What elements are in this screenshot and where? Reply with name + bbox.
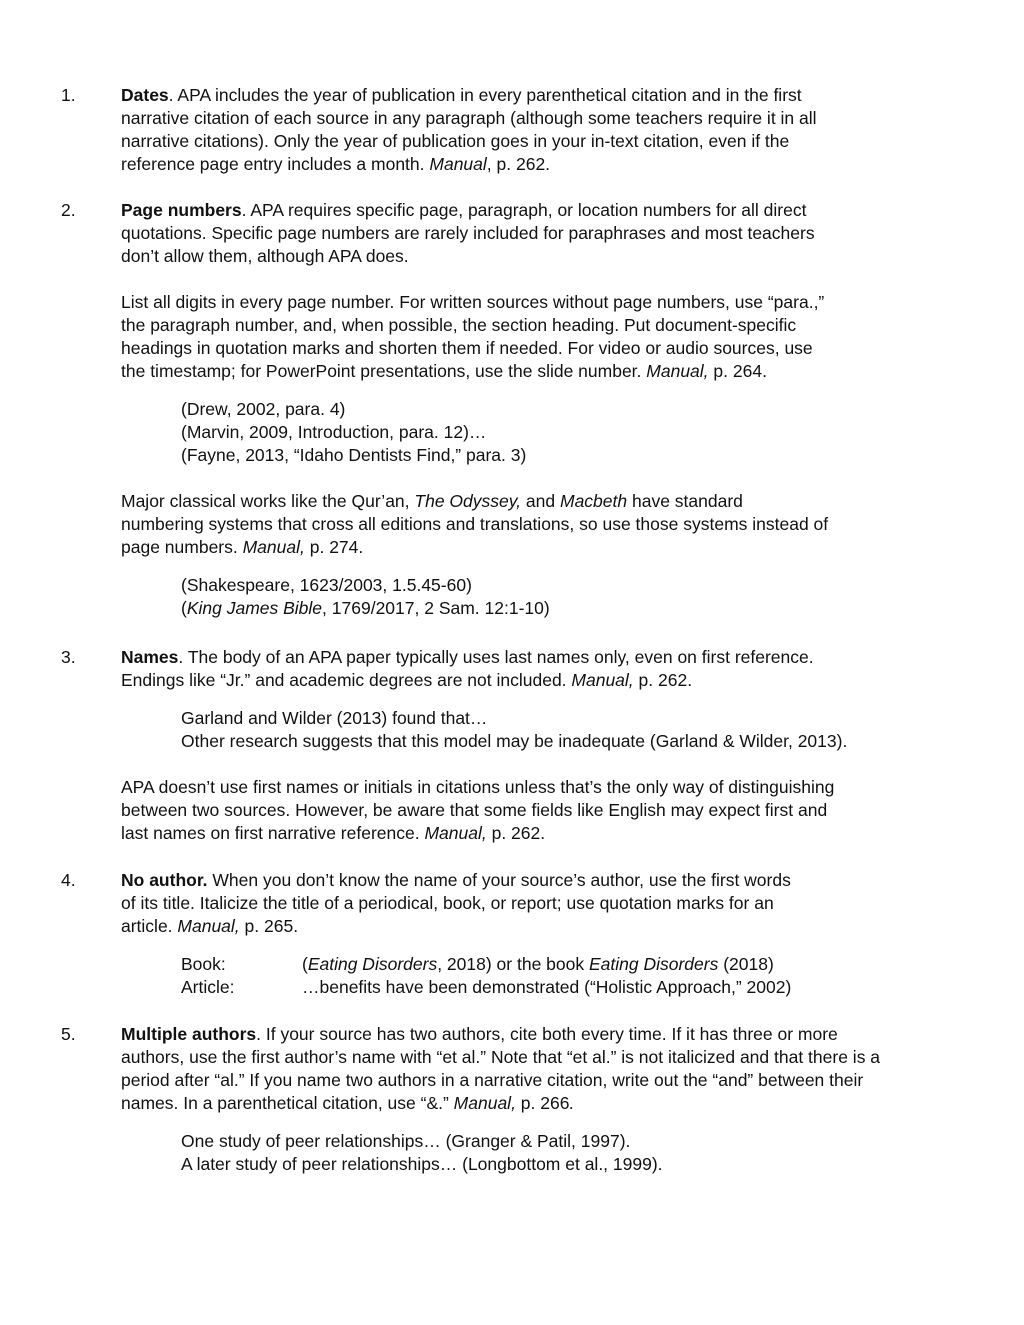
item-body	[121, 646, 1001, 845]
example-line: Other research suggests that this model may be inadequate (Garland & Wilder, 2013).	[181, 731, 848, 751]
item-term: Multiple authors	[121, 1024, 257, 1044]
example-block	[181, 398, 1001, 467]
item-term: No author.	[121, 870, 208, 890]
item-number: 4.	[61, 870, 76, 890]
paragraph: Dates. APA includes the year of publication in every parenthetical citation and in the first narrative citation of each source in any paragraph (although some teachers require it in all narrative citations). Only the year of publication goes in your in-text citation, even if the reference page entry includes a month. Manual, p. 262.	[121, 85, 817, 174]
example-block	[181, 953, 1001, 999]
manual-citation: Manual	[429, 154, 487, 174]
example-line: (King James Bible, 1769/2017, 2 Sam. 12:1-10)	[181, 598, 550, 618]
item-number: 1.	[61, 85, 76, 105]
example-line-article: Article: …benefits have been demonstrated (“Holistic Approach,” 2002)	[181, 977, 792, 997]
paragraph: APA doesn’t use first names or initials in citations unless that’s the only way of distinguishing between two sources. However, be aware that some fields like English may expect first and last names on first narrative reference. Manual, p. 262.	[121, 777, 835, 843]
example-line-book: Book: (Eating Disorders, 2018) or the book Eating Disorders (2018)	[181, 954, 774, 974]
item-number: 5.	[61, 1024, 76, 1044]
manual-citation: Manual,	[571, 670, 634, 690]
example-line: A later study of peer relationships… (Longbottom et al., 1999).	[181, 1154, 663, 1174]
example-label: Article:	[181, 977, 235, 997]
paragraph: Page numbers. APA requires specific page, paragraph, or location numbers for all direct quotations. Specific page numbers are rarely included for paraphrases and most teachers don’t allow them, although APA does.	[121, 200, 815, 266]
example-line: Garland and Wilder (2013) found that…	[181, 708, 488, 728]
item-number: 3.	[61, 647, 76, 667]
manual-citation: Manual,	[453, 1093, 516, 1113]
example-line: (Drew, 2002, para. 4)	[181, 399, 346, 419]
example-block	[181, 574, 1001, 620]
example-block	[181, 707, 1001, 753]
item-number: 2.	[61, 200, 76, 220]
manual-citation: Manual,	[646, 361, 709, 381]
example-label: Book:	[181, 954, 226, 974]
manual-citation: Manual,	[242, 537, 305, 557]
paragraph: No author. When you don’t know the name of your source’s author, use the first words of its title. Italicize the title of a periodical, book, or report; use quotation marks for an article. Manual, p. 265.	[121, 870, 791, 936]
example-block	[181, 1130, 1001, 1176]
item-term: Page numbers	[121, 200, 242, 220]
item-term: Names	[121, 647, 179, 667]
paragraph: Multiple authors. If your source has two authors, cite both every time. If it has three or more authors, use the first author’s name with “et al.” Note that “et al.” is not italicized and that there is a period after “al.” If you name two authors in a narrative citation, write out the “and” between their names. In a parenthetical citation, use “&.” Manual, p. 266.	[121, 1024, 881, 1113]
paragraph: Major classical works like the Qur’an, The Odyssey, and Macbeth have standard numbering systems that cross all editions and translations, so use those systems instead of page numbers. Manual, p. 274.	[121, 491, 829, 557]
manual-citation: Manual,	[424, 823, 487, 843]
manual-citation: Manual,	[177, 916, 240, 936]
item-body	[121, 1023, 1001, 1176]
paragraph: Names. The body of an APA paper typically uses last names only, even on first reference. Endings like “Jr.” and academic degrees are not included. Manual, p. 262.	[121, 647, 814, 690]
item-term: Dates	[121, 85, 169, 105]
item-body	[121, 84, 1001, 176]
example-line: (Shakespeare, 1623/2003, 1.5.45-60)	[181, 575, 472, 595]
example-line: (Marvin, 2009, Introduction, para. 12)…	[181, 422, 487, 442]
paragraph: List all digits in every page number. For written sources without page numbers, use “para.,” the paragraph number, and, when possible, the section heading. Put document-specific headings in quotation marks and shorten them if needed. For video or audio sources, use the timestamp; for PowerPoint presentations, use the slide number. Manual, p. 264.	[121, 292, 825, 381]
item-body	[121, 199, 1001, 620]
example-line: One study of peer relationships… (Granger & Patil, 1997).	[181, 1131, 631, 1151]
item-body	[121, 869, 1001, 999]
example-line: (Fayne, 2013, “Idaho Dentists Find,” para. 3)	[181, 445, 527, 465]
